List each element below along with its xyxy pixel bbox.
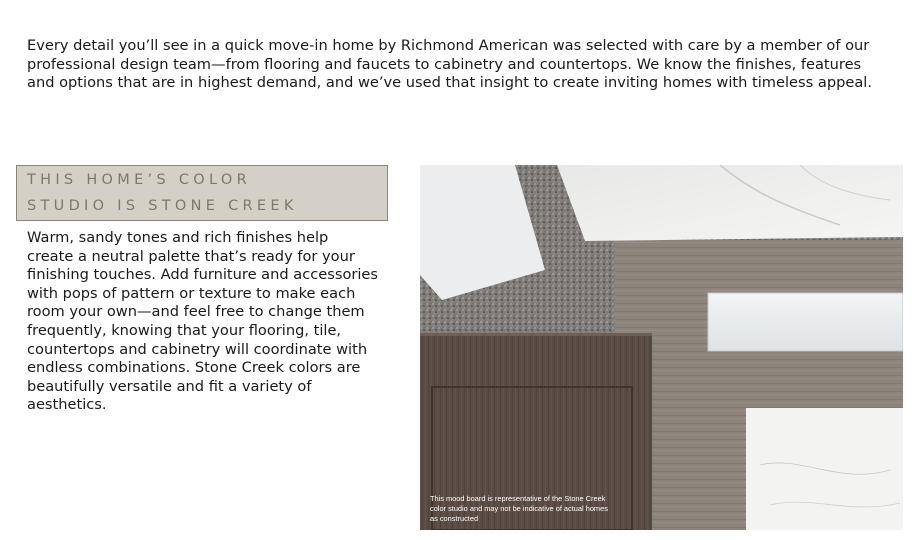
intro-paragraph: Every detail you’ll see in a quick move-in home by Richmond American was selected with care by a member of our professional design team—from flooring and faucets to cabinetry and countertops. We know the finishes, features and options that are in highest demand, and we’ve used that insight to create inviting homes with timeless appeal. — [27, 37, 872, 92]
color-studio-heading-line-2: STUDIO IS STONE CREEK — [27, 198, 298, 214]
color-studio-heading-line-1: THIS HOME’S COLOR — [27, 172, 251, 188]
color-studio-description: Warm, sandy tones and rich finishes help create a neutral palette that’s ready for your finishing touches. Add furniture and accessories with pops of pattern or texture to make each room your own—and feel free to change them frequently, knowing that your flooring, tile, countertops and cabinetry will coordinate with endless combinations. Stone Creek colors are beautifully versatile and fit a variety of aesthetics. — [27, 229, 379, 414]
mood-board-caption: This mood board is representative of the Stone Creek color studio and may not be indicative of actual homes as constructed — [430, 494, 608, 523]
mood-board-image — [420, 165, 903, 530]
color-studio-heading-box — [16, 165, 388, 221]
